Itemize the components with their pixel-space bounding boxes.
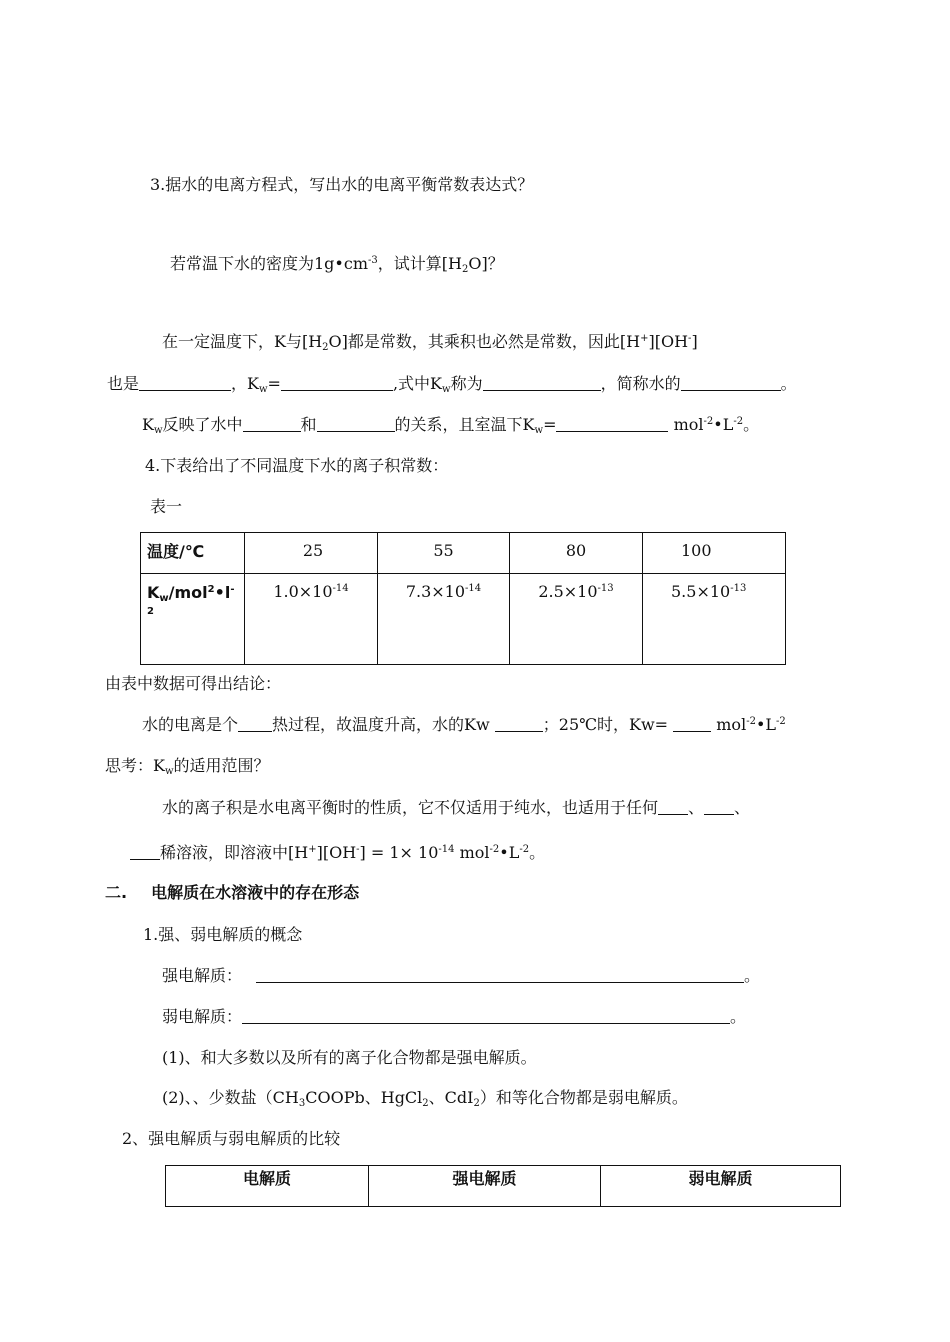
- compare-header-weak: 弱电解质: [601, 1166, 841, 1207]
- kw-intro-line: 在一定温度下，K与$[H_2O]$都是常数，其乘积也必然是常数，因此[H+][OH-]: [162, 332, 698, 353]
- weak-electrolyte-line: 弱电解质： 。: [162, 1007, 747, 1026]
- answer-blank[interactable]: [317, 415, 395, 432]
- table-cell: 55: [378, 533, 510, 574]
- answer-blank[interactable]: [281, 374, 393, 391]
- note-weak: (2)、、少数盐（$CH_3COOPb$、HgCl$_2$、CdI$_2$）和等化合物都是弱电解质。: [162, 1088, 688, 1109]
- part2-heading: 二. 电解质在水溶液中的存在形态: [105, 883, 360, 902]
- ion-product-line: 水的离子积是水电离平衡时的性质，它不仅适用于纯水，也适用于任何 、 、: [162, 798, 751, 817]
- kw-definition-line: 也是 ，$K_w=$ ,式中$K_w$称为 ，简称水的 。: [107, 374, 797, 395]
- answer-blank[interactable]: [130, 843, 160, 860]
- table-cell: 100: [643, 533, 786, 574]
- answer-blank[interactable]: [556, 415, 668, 432]
- answer-blank[interactable]: [658, 798, 688, 815]
- table-cell: 25: [245, 533, 378, 574]
- answer-blank[interactable]: [238, 715, 272, 732]
- conclusion-label: 由表中数据可得出结论：: [105, 674, 282, 693]
- compare-header-strong: 强电解质: [369, 1166, 601, 1207]
- table-cell: $2.5\times 10^{-13}$: [510, 574, 643, 665]
- table-cell: $1.0\times 10^{-14}$: [245, 574, 378, 665]
- strong-electrolyte-line: 强电解质： 。: [162, 966, 761, 985]
- answer-blank[interactable]: [243, 415, 301, 432]
- ionization-line: 水的电离是个 热过程，故温度升高，水的Kw ；25℃时，$Kw= mol^{-2}•L^{-2}$: [142, 715, 786, 734]
- item-2-heading: 2、强电解质与弱电解质的比较: [122, 1129, 341, 1148]
- answer-blank[interactable]: [256, 966, 744, 983]
- dilute-solution-line: 稀溶液，即溶液中$[H^+][OH^-] = 1\times 10^{-14}$ $mol^{-2}•L^{-2}$。: [130, 842, 545, 864]
- answer-blank[interactable]: [495, 715, 543, 732]
- answer-blank[interactable]: [681, 374, 781, 391]
- kw-relation-line: $K_w$反映了水中 和 的关系，且室温下$K_w=$ $mol^{-2}•L^{-2}$。: [142, 415, 760, 436]
- question-4: 4.下表给出了不同温度下水的离子积常数：: [145, 456, 449, 475]
- note-strong: (1)、和大多数以及所有的离子化合物都是强电解质。: [162, 1048, 537, 1067]
- answer-blank[interactable]: [673, 715, 711, 732]
- item-1-heading: 1.强、弱电解质的概念: [143, 925, 303, 944]
- table-cell: 80: [510, 533, 643, 574]
- table-cell: $5.5\times 10^{-13}$: [643, 574, 786, 665]
- table-header-kw: $K_w/mol^2•l^-$ $^2$: [141, 574, 245, 665]
- density-question: 若常温下水的密度为$1g•cm^{-3}$，试计算$[H_2O]$？: [170, 254, 504, 275]
- answer-blank[interactable]: [483, 374, 601, 391]
- answer-blank[interactable]: [704, 798, 734, 815]
- table-header-temperature: 温度/℃: [141, 533, 245, 574]
- table-caption: 表一: [150, 497, 183, 516]
- think-question: 思考：$K_w$的适用范围？: [105, 756, 270, 777]
- question-3: 3.据水的电离方程式，写出水的电离平衡常数表达式？: [150, 175, 534, 194]
- compare-header-electrolyte: 电解质: [166, 1166, 369, 1207]
- answer-blank[interactable]: [242, 1007, 730, 1024]
- electrolyte-comparison-table: [165, 1165, 841, 1207]
- table-cell: $7.3\times 10^{-14}$: [378, 574, 510, 665]
- answer-blank[interactable]: [139, 374, 231, 391]
- kw-temperature-table: [140, 532, 786, 665]
